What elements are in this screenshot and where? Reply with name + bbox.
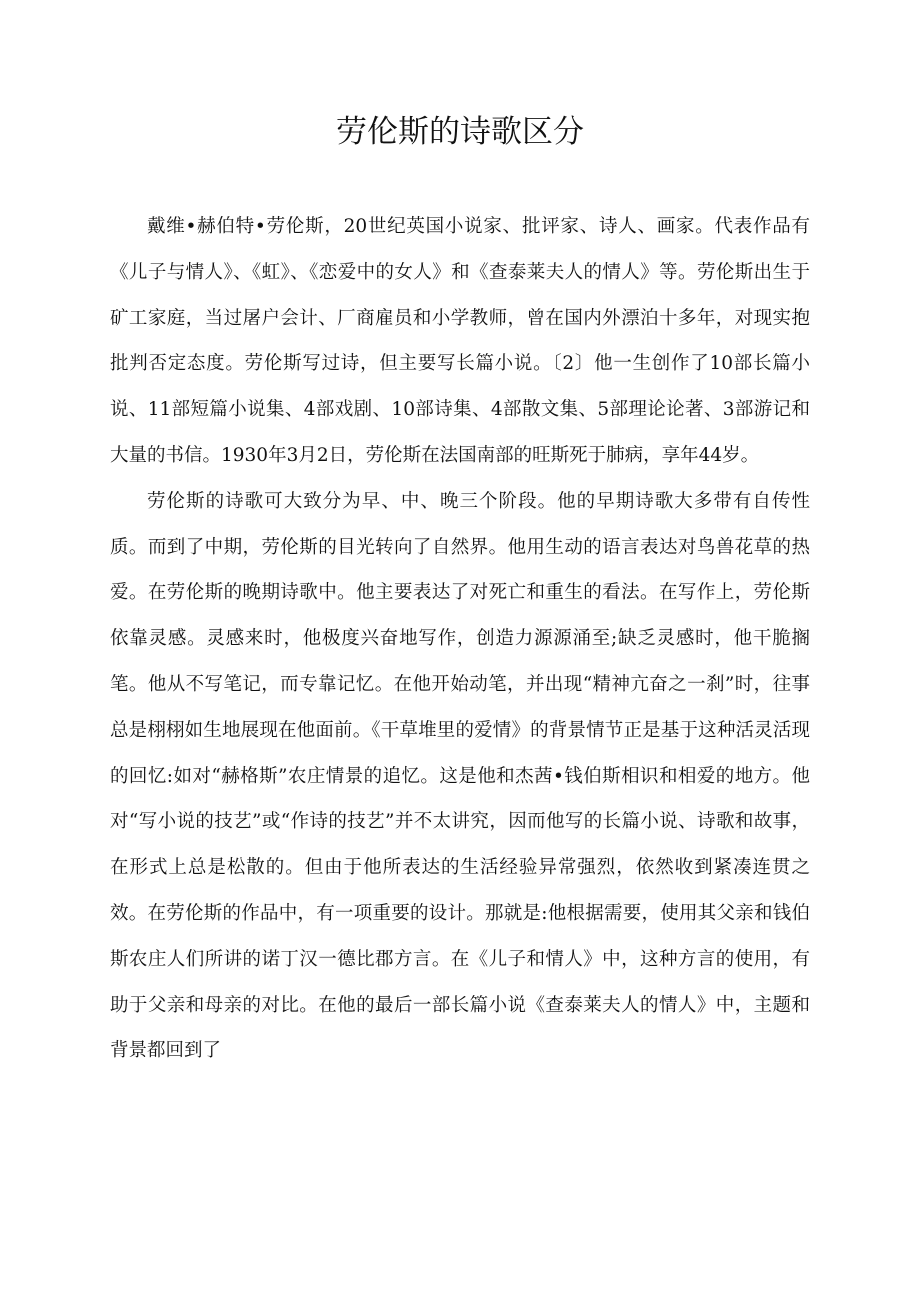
paragraph-2: 劳伦斯的诗歌可大致分为早、中、晚三个阶段。他的早期诗歌大多带有自传性质。而到了中期，劳伦斯的目光转向了自然界。他用生动的语言表达对鸟兽花草的热爱。在劳伦斯的晚期诗歌中。他主要表达了对死亡和重生的看法。在写作上，劳伦斯依靠灵感。灵感来时，他极度兴奋地写作，创造力源源涌至;缺乏灵感时，他干脆搁笔。他从不写笔记，而专靠记忆。在他开始动笔，并出现“精神亢奋之一刹”时，往事总是栩栩如生地展现在他面前。《干草堆里的爱情》的背景情节正是基于这种活灵活现的回忆:如对“赫格斯”农庄情景的追忆。这是他和杰茜•钱伯斯相识和相爱的地方。他对“写小说的技艺”或“作诗的技艺”并不太讲究，因而他写的长篇小说、诗歌和故事，在形式上总是松散的。但由于他所表达的生活经验异常强烈，依然收到紧凑连贯之效。在劳伦斯的作品中，有一项重要的设计。那就是:他根据需要，使用其父亲和钱伯斯农庄人们所讲的诺丁汉一德比郡方言。在《儿子和情人》中，这种方言的使用，有助于父亲和母亲的对比。在他的最后一部长篇小说《查泰莱夫人的情人》中，主题和背景都回到了 [110,490,810,1062]
paragraph-1: 戴维•赫伯特•劳伦斯，20世纪英国小说家、批评家、诗人、画家。代表作品有《儿子与情人》、《虹》、《恋爱中的女人》和《查泰莱夫人的情人》等。劳伦斯出生于矿工家庭，当过屠户会计、厂商雇员和小学教师，曾在国内外漂泊十多年，对现实抱批判否定态度。劳伦斯写过诗，但主要写长篇小说。〔2〕他一生创作了10部长篇小说、11部短篇小说集、4部戏剧、10部诗集、4部散文集、5部理论论著、3部游记和大量的书信。1930年3月2日，劳伦斯在法国南部的旺斯死于肺病，享年44岁。 [110,216,810,466]
document-body [110,204,810,1074]
document-title: 劳伦斯的诗歌区分 [336,114,584,150]
